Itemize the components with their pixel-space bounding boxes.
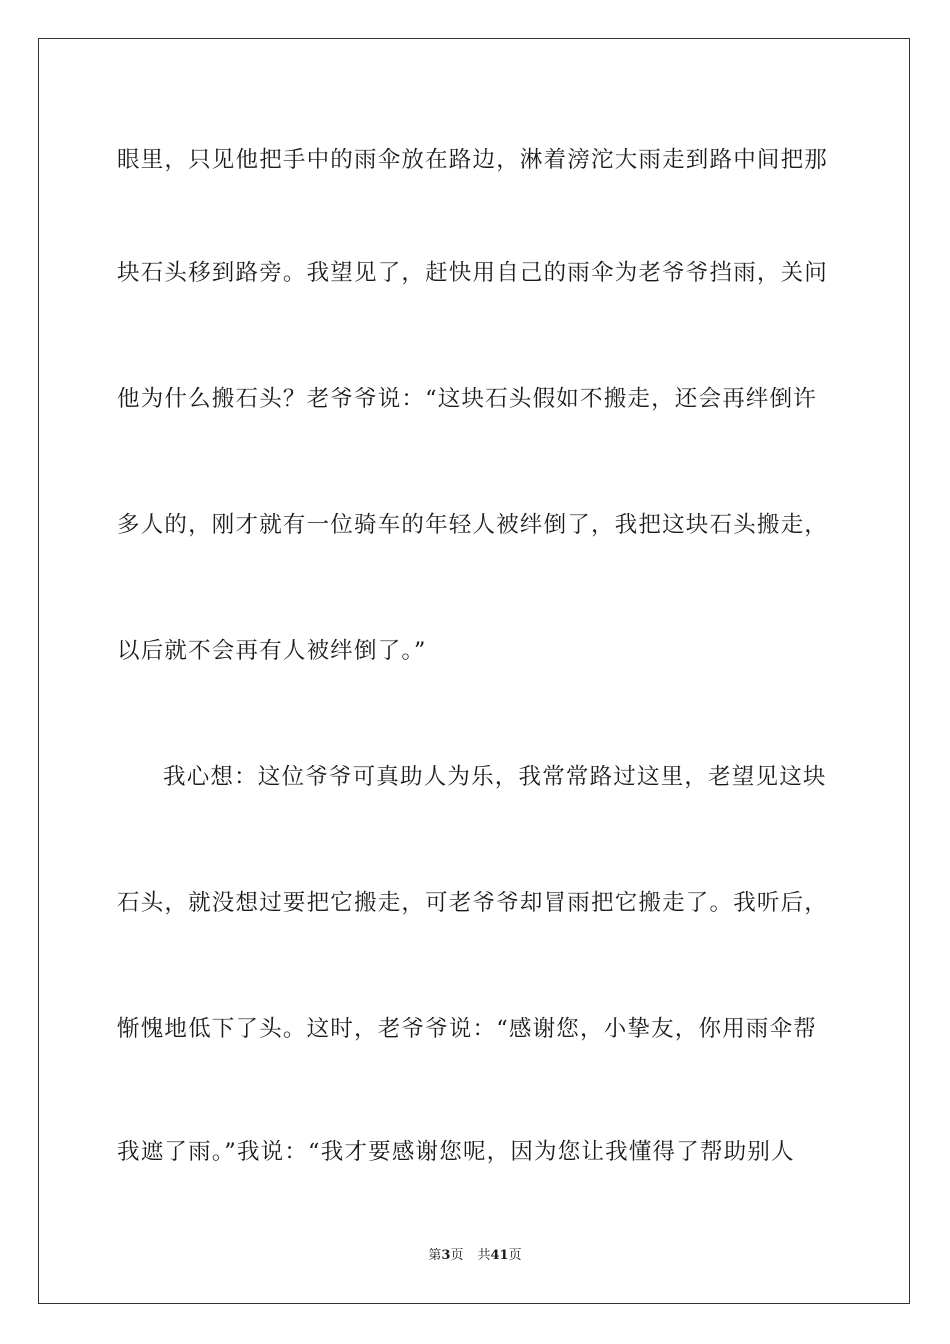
total-label-suffix: 页 <box>508 1248 522 1263</box>
text-line: 眼里，只见他把手中的雨伞放在路边，淋着滂沱大雨走到路中间把那 <box>117 147 829 173</box>
page-label-prefix: 第 <box>428 1248 442 1263</box>
text-line: 他为什么搬石头？老爷爷说：“这块石头假如不搬走，还会再绊倒许 <box>117 386 818 412</box>
text-line: 以后就不会再有人被绊倒了。” <box>117 638 427 664</box>
text-line: 惭愧地低下了头。这时，老爷爷说：“感谢您，小挚友，你用雨伞帮 <box>117 1016 818 1042</box>
text-line: 我遮了雨。”我说：“我才要感谢您呢，因为您让我懂得了帮助别人 <box>117 1139 795 1165</box>
page-number: 3 <box>441 1248 451 1263</box>
text-line: 石头，就没想过要把它搬走，可老爷爷却冒雨把它搬走了。我听后， <box>117 890 829 916</box>
total-pages: 41 <box>490 1248 509 1263</box>
page-border <box>38 38 910 1304</box>
total-label-prefix: 共 <box>477 1248 491 1263</box>
text-line: 多人的，刚才就有一位骑车的年轻人被绊倒了，我把这块石头搬走， <box>117 512 829 538</box>
page-label-suffix: 页 <box>450 1248 464 1263</box>
text-line: 块石头移到路旁。我望见了，赶快用自己的雨伞为老爷爷挡雨，关问 <box>117 260 829 286</box>
paragraph-start-line: 我心想：这位爷爷可真助人为乐，我常常路过这里，老望见这块 <box>163 764 827 790</box>
page-footer <box>0 1247 950 1265</box>
